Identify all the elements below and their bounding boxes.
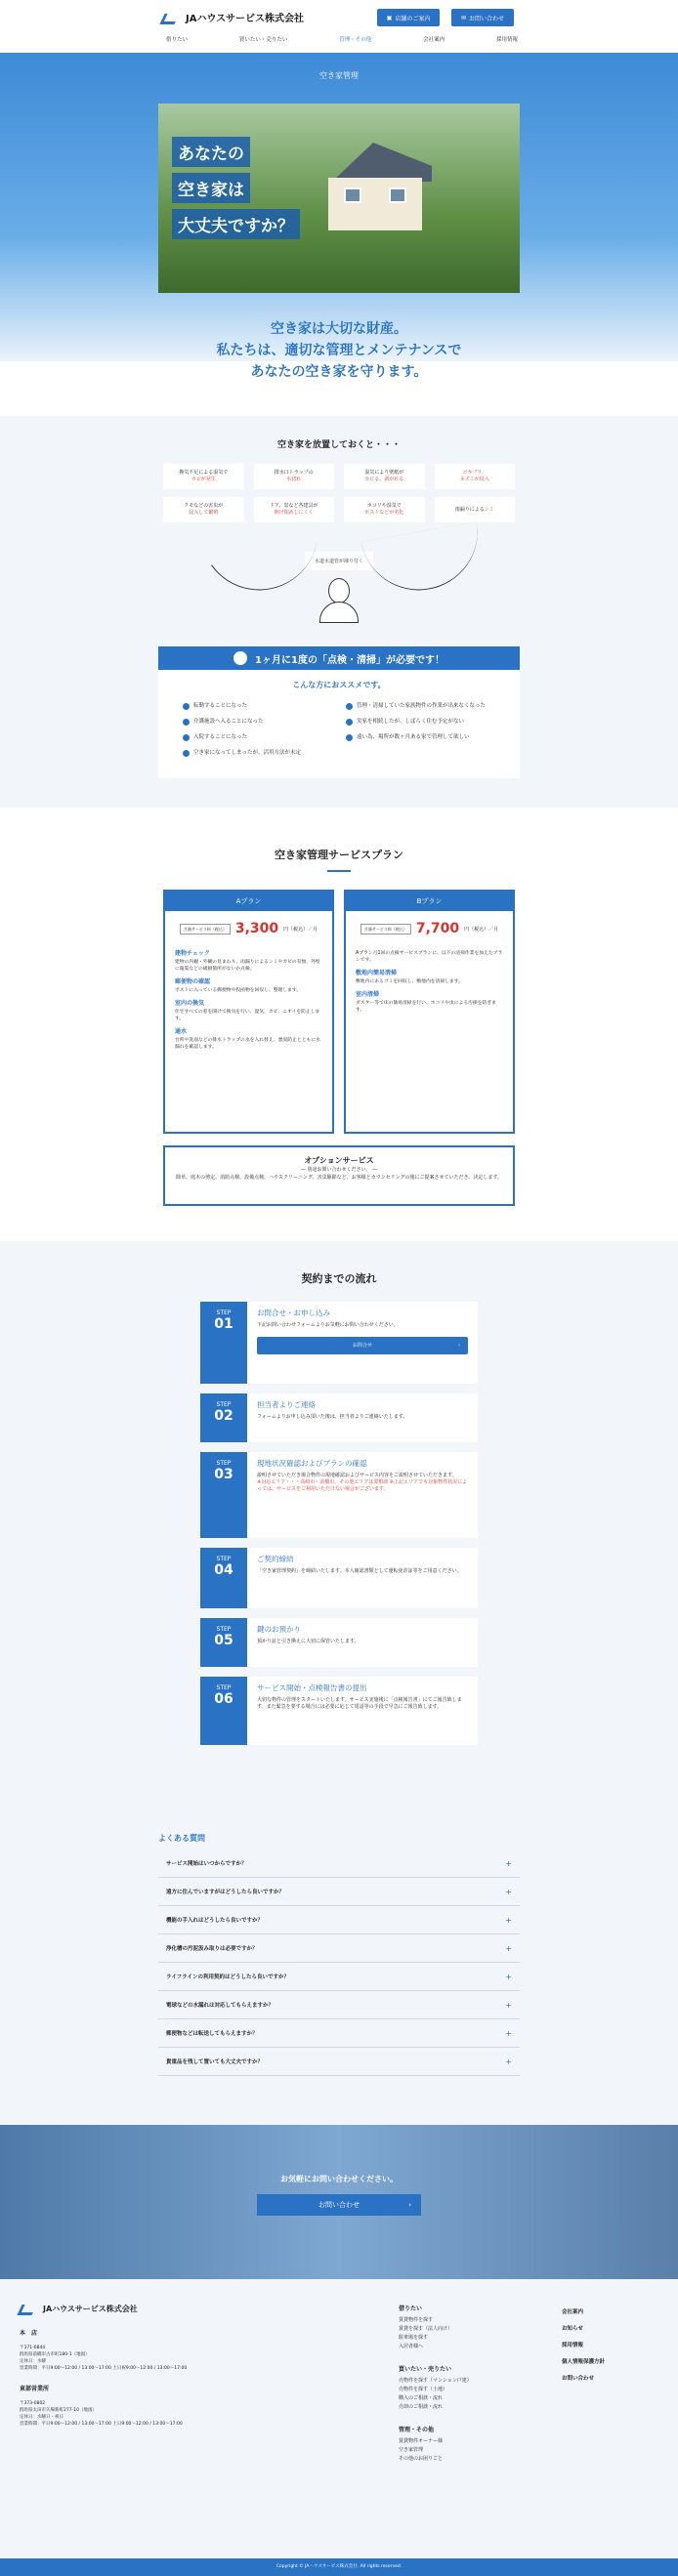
check-icon [183, 719, 190, 726]
footer-link[interactable]: 会社案内 [562, 2309, 584, 2315]
check-icon [183, 734, 190, 741]
footer-link[interactable]: 売物件を探す（マンション戸建） [399, 2378, 472, 2384]
problems-title: 空き家を放置しておくと・・・ [276, 440, 401, 450]
plus-icon: + [505, 2028, 512, 2038]
site-footer [0, 2279, 678, 2558]
footer-link[interactable]: 個人情報保護方針 [562, 2359, 606, 2365]
step-04: STEP 04 ご契約締結 「空き家管理契約」を締結いたします。本人確認書類として運転免許証等をご用意ください。 [200, 1548, 478, 1608]
recommend-item: 転勤することになった [183, 702, 332, 710]
shop-icon: ▣ [386, 14, 393, 21]
problems-grid [163, 464, 515, 522]
copyright: Copyright © JAハウスサービス株式会社. All rights reserved. [0, 2558, 678, 2576]
step-03: STEP 03 現地状況確認およびプランの確認 説明させていただき場合物件の現地確認およびサービス内容をご説明させていただきます。 ※対応エリア・・・高崎市・前橋市、その他エリアは要相談 ※上記エリアでも対象物件状況によっては、サービスをご利用いただけない場合がございます。 [200, 1452, 478, 1538]
step-contact-button[interactable]: お問合せ › [257, 1337, 468, 1354]
page-title: 空き家管理 [319, 71, 359, 80]
problems-section [0, 416, 678, 808]
footer-link[interactable]: お知らせ [562, 2326, 583, 2332]
footer-link[interactable]: 採用情報 [562, 2343, 584, 2348]
plan-b-card [344, 890, 515, 1134]
flow-section [0, 1241, 678, 1813]
recommend-item: 遠い為、場所が数ヶ月ある家で管理して欲しい [346, 733, 495, 741]
speech-curve-right [361, 521, 487, 600]
problem-item: 雨漏りによるシミ [435, 497, 516, 522]
recommend-item: 管理・清掃していた家族物件の作業が出来なくなった [346, 702, 495, 710]
footer-logo[interactable]: JAハウスサービス株式会社 [20, 2303, 678, 2314]
megaphone-icon [233, 651, 247, 665]
plus-icon: + [505, 2000, 512, 2010]
plan-a-price-row [165, 921, 332, 936]
faq-item[interactable]: 貴重品を残して置いても大丈夫ですか？ + [158, 2048, 520, 2076]
plus-icon: + [505, 1858, 512, 1868]
cta-banner [0, 2125, 678, 2279]
step-06: STEP 06 サービス開始・点検報告書の提出 大切な物件の管理をスタートいたします。サービス実施後に「点検報告書」にてご報告致します。また緊急を要する場合には必要に応じて電話等の手段で早急にご報告致します。 [200, 1677, 478, 1745]
faq-section [0, 1813, 678, 2125]
plans-title: 空き家管理サービスプラン [275, 849, 403, 861]
global-nav [166, 35, 518, 43]
footer-sitemap: 借りたい 賃貸物件を探す 賃貸を探す（法人向け） 駐車場を探す 入居者様へ 買いたい・売りたい 売物件を探す（マンション戸建） 売物件を探す（土地） 購入のご相談・流れ 売却のご相談・流れ 管理・その他 賃貸物件オーナー様 空き家管理 その他のお困りごと [399, 2306, 472, 2462]
footer-link[interactable]: 賃貸を探す（法人向け） [399, 2326, 453, 2332]
price-badge: 月額サービス料（税込） [180, 924, 231, 935]
nav-rent[interactable]: 借りたい [166, 37, 189, 43]
plan-b-price: 7,700 [415, 921, 460, 936]
plus-icon: + [505, 1915, 512, 1925]
hero-copy-line: 大丈夫ですか？ [172, 209, 300, 239]
footer-link[interactable]: 売物件を探す（土地） [399, 2387, 448, 2392]
plan-b-name: Bプラン [346, 892, 513, 911]
step-01: STEP 01 お問合せ・お申し込み 下記お問い合わせフォームよりお気軽にお問い合わせください。 お問合せ › [200, 1302, 478, 1384]
price-badge: 月額サービス料（税込） [360, 924, 411, 935]
footer-link[interactable]: 賃貸物件オーナー様 [399, 2438, 444, 2444]
recommend-item: 入院することになった [183, 733, 332, 741]
cta-contact-button[interactable]: お問い合わせ › [257, 2194, 421, 2216]
speech-curve-left [191, 521, 318, 600]
nav-buy-sell[interactable]: 買いたい・売りたい [238, 37, 288, 43]
footer-link[interactable]: 売却のご相談・流れ [399, 2404, 444, 2410]
check-icon [346, 703, 353, 710]
plan-cards [163, 890, 515, 1134]
plus-icon: + [505, 2057, 512, 2066]
monthly-check-box [158, 646, 520, 778]
footer-link[interactable]: 購入のご相談・流れ [399, 2395, 444, 2401]
hero-subtitle: 空き家は大切な財産。 私たちは、適切な管理とメンテナンスで あなたの空き家を守ります。 [216, 321, 462, 380]
contact-button[interactable]: ✉ お問い合わせ [451, 9, 514, 26]
faq-title: よくある質問 [158, 1834, 205, 1843]
check-icon [346, 734, 353, 741]
nav-management[interactable]: 管理・その他 [339, 37, 372, 43]
footer-branch: 東部営業所 〒373-0802 群馬県太田市矢場新町277-10（地図） 定休日：水曜日・祝日 営業時間：平日9:00～12:00 / 13:00～17:00 土日9:00～12:00 / 13:00～17:00 [20, 2386, 183, 2427]
recommend-item: 実家を相続したが、しばらく住む予定がない [346, 718, 495, 726]
step-05: STEP 05 鍵のお預かり 預かり証と引き換えに大切に保管いたします。 [200, 1618, 478, 1667]
problem-item: 換気不足による湿気で カビが発生 [163, 464, 244, 489]
company-name: JAハウスサービス株式会社 [186, 14, 304, 24]
plan-a-body: 建物チェック 建物の内観・外観の見まわり、雨漏りによるシミやカビの有無、外壁に亀裂などの破損箇所がないか点検。 郵便物の確認 ポストに入っている郵便物や投函物を回収し、整理します。 室内の換気 住宅すべての窓を開けて換気を行い、湿気、カビ、ニオイを防止します。 通水 台所や洗面などの排水トラップの水を入れ替え、悪臭防止とともに水漏れを確認します。 [175, 950, 320, 1050]
faq-item[interactable]: 遠方に住んでいますがはどうしたら良いですか？ + [158, 1878, 520, 1906]
title-underline [327, 870, 351, 872]
check-icon [183, 750, 190, 757]
site-header [0, 0, 678, 53]
option-text: 除草、庭木の剪定、消防点検、設備点検、ハウスクリーニング、害虫駆除など、お客様とカウンセリングの後にご提案させていただき、決定します。 [176, 1175, 502, 1181]
problem-item: 湿気により壁紙が カビる、剥がれる [344, 464, 425, 489]
option-note: ― 別途お問い合わせください。 ― [300, 1167, 378, 1173]
price-unit: 円（税込）／月 [283, 926, 318, 933]
recommend-list [183, 702, 495, 778]
problem-item: ドア、窓など各建具が 開け閉めしにくく [254, 497, 335, 522]
faq-item[interactable]: ライフラインの利用契約はどうしたら良いですか？ + [158, 1963, 520, 1991]
problem-item: ゴキブリ、 ネズミが侵入 [435, 464, 516, 489]
plan-a-price: 3,300 [234, 921, 279, 936]
recommend-title: こんな方におススメです。 [292, 681, 386, 689]
faq-item[interactable]: 浄化槽の汚泥汲み取りは必要ですか？ + [158, 1934, 520, 1963]
hero-copy-line: あなたの [172, 137, 250, 167]
footer-link[interactable]: 賃貸物件を探す [399, 2317, 434, 2323]
plan-b-body: Aプラン月1回の点検サービスプランに、以下の清掃作業を加えたプランです。 敷地内簡易清掃 敷地内にあるゴミを回収し、敷地内を清掃します。 室内清掃 ダスター等で床の簡易清掃を行い、ホコリや虫による汚損を防ぎます。 [356, 951, 503, 1013]
faq-item[interactable]: サービス開始はいつからですか？ + [158, 1849, 520, 1878]
footer-link[interactable]: その他のお困りごと [399, 2456, 444, 2462]
nav-recruit[interactable]: 採用情報 [495, 37, 518, 43]
footer-hq: 本 店 〒371-0844 群馬県前橋市古市町180-1（地図） 定休日：水曜 営業時間：平日9:00～12:00 / 13:00～17:00 土日祝9:00～12:00 / 13:00～17:00 [20, 2330, 188, 2371]
footer-link[interactable]: 空き家管理 [399, 2447, 424, 2453]
cta-text: お気軽にお問い合わせください。 [280, 2175, 398, 2183]
hero-copy [172, 137, 300, 245]
footer-link[interactable]: 入居者様へ [399, 2344, 424, 2349]
mail-icon: ✉ [460, 14, 466, 21]
plus-icon: + [505, 1887, 512, 1896]
plan-a-card [163, 890, 334, 1134]
problem-item: ホコリや湿気で ポストなどが劣化 [344, 497, 425, 522]
footer-link[interactable]: お問い合わせ [562, 2376, 595, 2382]
worry-bubble: 水道水道管が凍り付く [0, 552, 678, 570]
recommend-item: 空き家になってしまったが、活用方法が未定 [183, 749, 332, 757]
worried-person-illustration [319, 578, 359, 627]
hero-copy-line: 空き家は [172, 173, 250, 203]
hero-image [158, 104, 520, 293]
flow-title: 契約までの流れ [301, 1272, 377, 1285]
nav-company[interactable]: 会社案内 [423, 37, 445, 43]
footer-link[interactable]: 駐車場を探す [399, 2335, 429, 2341]
hero-section [0, 53, 678, 361]
plans-section [0, 808, 678, 1241]
faq-item[interactable]: 電球などの水漏れは対応してもらえますか？ + [158, 1991, 520, 2019]
faq-item[interactable]: 機能の手入れはどうしたら良いですか？ + [158, 1906, 520, 1934]
recommend-item: 介護施設へ入ることになった [183, 718, 332, 726]
plus-icon: + [505, 1972, 512, 1981]
plus-icon: + [505, 1943, 512, 1953]
chevron-right-icon: › [458, 1342, 460, 1349]
price-unit: 円（税込）／月 [464, 926, 499, 933]
monthly-headline: 1ヶ月に1度の「点検・清掃」が必要です！ [158, 646, 520, 670]
faq-item[interactable]: 郵便物などは転送してもらえますか？ + [158, 2019, 520, 2048]
hero-sub-wrap [0, 321, 678, 416]
option-title: オプションサービス [304, 1156, 374, 1165]
footer-main-links [562, 2305, 605, 2388]
check-icon [346, 719, 353, 726]
problem-item: クモなどの害虫が 侵入して繁殖 [163, 497, 244, 522]
option-service-box [163, 1145, 515, 1206]
step-02: STEP 02 担当者よりご連絡 フォームよりお申し込み頂いた後は、担当者よりご連絡いたします。 [200, 1393, 478, 1442]
ja-logo-icon [162, 12, 182, 23]
plan-b-price-row [346, 921, 513, 936]
house-illustration [315, 143, 432, 230]
problem-item: 排水口トラップの 水切れ [254, 464, 335, 489]
check-icon [183, 703, 190, 710]
ja-logo-icon [20, 2303, 39, 2314]
store-guide-button[interactable]: ▣ 店舗のご案内 [377, 9, 440, 26]
plan-a-name: Aプラン [165, 892, 332, 911]
company-logo[interactable] [162, 10, 304, 24]
